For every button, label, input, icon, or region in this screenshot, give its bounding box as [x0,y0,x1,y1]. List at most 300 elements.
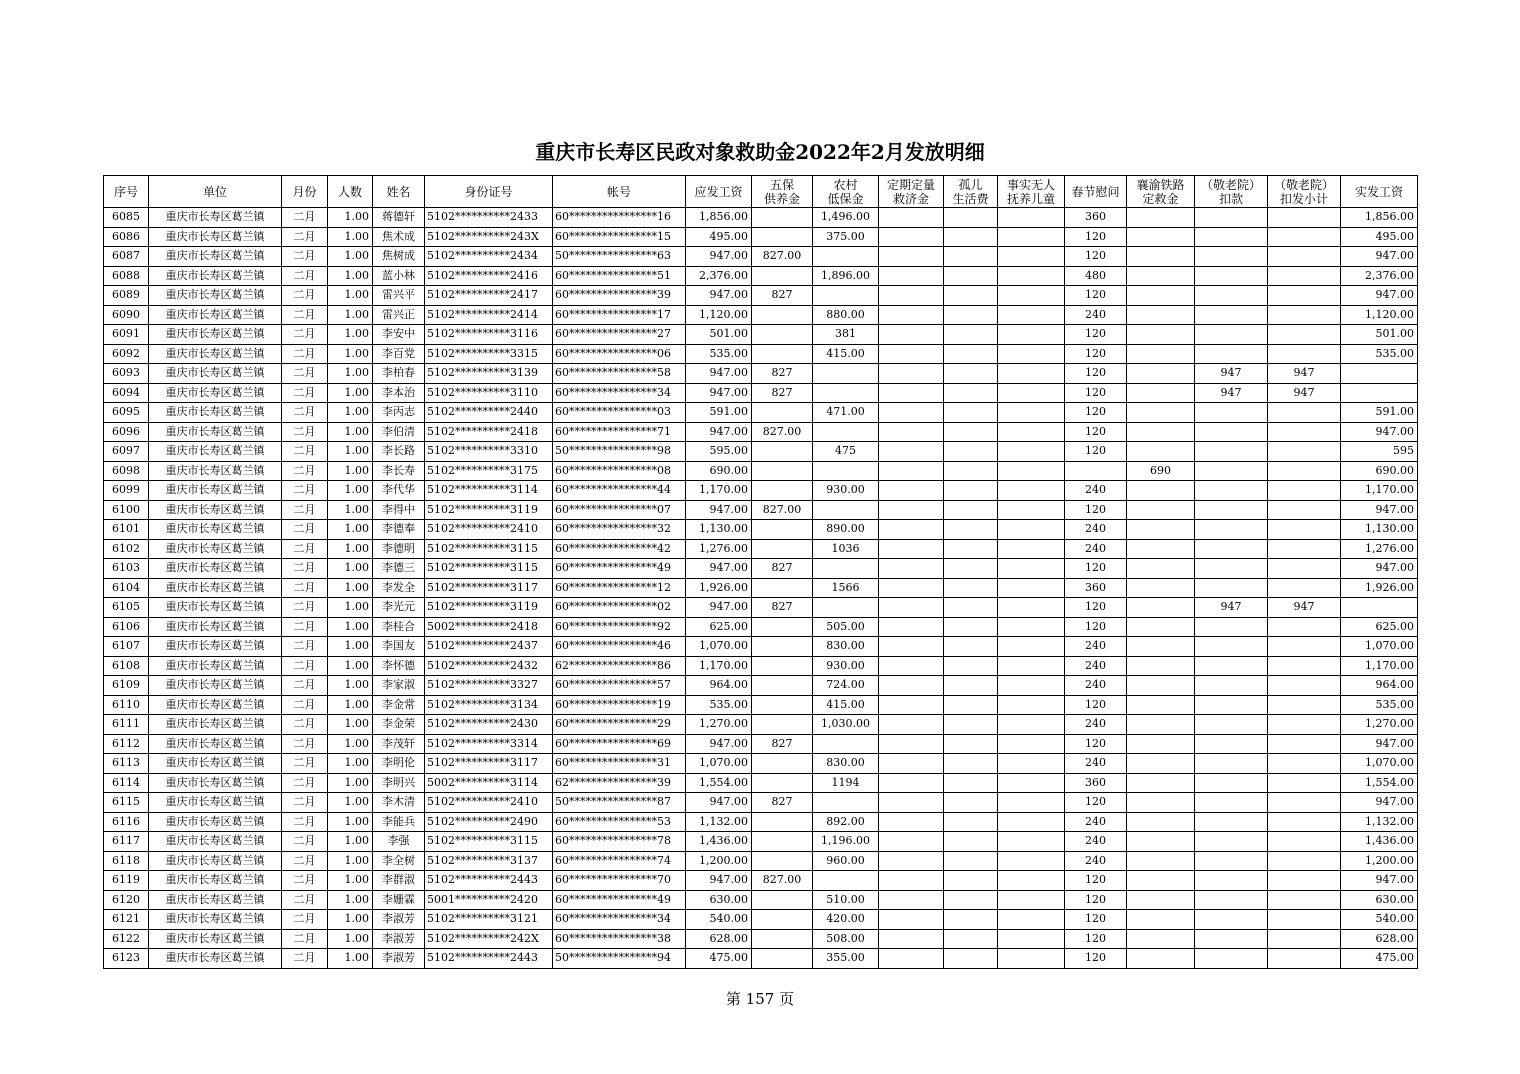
table-cell: 5102**********2443 [425,871,553,891]
table-cell: 60****************29 [553,715,686,735]
table-cell [1195,325,1268,345]
table-cell [1268,559,1341,579]
table-cell: 62****************86 [553,656,686,676]
table-cell: 240 [1065,754,1127,774]
table-cell [1268,890,1341,910]
table-cell: 947.00 [1341,247,1418,267]
table-cell: 1,856.00 [686,208,752,228]
table-cell [752,266,813,286]
table-cell [998,539,1065,559]
table-cell [1341,364,1418,384]
table-cell [1341,598,1418,618]
table-cell [1127,286,1195,306]
table-cell [879,637,944,657]
table-cell: 50****************98 [553,442,686,462]
table-cell [998,364,1065,384]
table-cell: 60****************17 [553,305,686,325]
table-cell [998,910,1065,930]
table-cell [813,793,879,813]
table-cell: 1.00 [328,871,373,891]
table-cell: 李百党 [373,344,425,364]
table-cell: 947.00 [686,364,752,384]
table-cell: 120 [1065,422,1127,442]
table-cell [1127,383,1195,403]
table-row [104,500,1418,520]
table-cell [1127,617,1195,637]
table-cell: 510.00 [813,890,879,910]
table-cell: 947.00 [686,734,752,754]
table-cell: 1.00 [328,695,373,715]
table-row [104,442,1418,462]
table-cell: 二月 [282,247,328,267]
table-cell: 1.00 [328,247,373,267]
table-cell: 二月 [282,286,328,306]
table-cell [944,949,998,969]
table-cell [1268,286,1341,306]
table-cell: 李明伦 [373,754,425,774]
table-cell [752,910,813,930]
table-cell: 120 [1065,403,1127,423]
table-cell [1127,500,1195,520]
table-cell: 6105 [104,598,149,618]
table-cell: 重庆市长寿区葛兰镇 [149,208,282,228]
table-cell: 5102**********2434 [425,247,553,267]
table-cell: 蓝小林 [373,266,425,286]
table-cell [1268,481,1341,501]
table-cell: 827 [752,383,813,403]
table-cell: 120 [1065,793,1127,813]
table-cell: 62****************39 [553,773,686,793]
table-cell: 李淑芳 [373,910,425,930]
table-cell [998,656,1065,676]
table-cell: 李淑芳 [373,949,425,969]
table-cell [944,832,998,852]
table-cell: 李丙志 [373,403,425,423]
table-cell: 6100 [104,500,149,520]
table-cell [879,929,944,949]
table-cell: 947.00 [1341,793,1418,813]
table-cell [944,637,998,657]
table-cell: 5102**********3117 [425,578,553,598]
table-cell [1127,325,1195,345]
table-row [104,461,1418,481]
table-cell [752,890,813,910]
table-cell [1127,773,1195,793]
table-cell: 5002**********2418 [425,617,553,637]
table-cell: 475.00 [686,949,752,969]
table-cell: 827 [752,286,813,306]
table-cell [1127,481,1195,501]
table-cell: 960.00 [813,851,879,871]
table-cell: 827.00 [752,422,813,442]
table-cell: 1,276.00 [1341,539,1418,559]
table-cell: 830.00 [813,754,879,774]
table-cell [752,461,813,481]
table-cell [944,422,998,442]
table-cell: 6116 [104,812,149,832]
table-cell: 60****************46 [553,637,686,657]
table-cell: 二月 [282,598,328,618]
table-cell: 5102**********2433 [425,208,553,228]
table-cell: 1,030.00 [813,715,879,735]
table-cell [944,656,998,676]
table-cell: 6095 [104,403,149,423]
table-cell: 1.00 [328,461,373,481]
table-cell: 1,196.00 [813,832,879,852]
table-cell [1195,286,1268,306]
table-cell: 947.00 [686,793,752,813]
table-cell: 李光元 [373,598,425,618]
table-cell [879,559,944,579]
table-cell: 重庆市长寿区葛兰镇 [149,578,282,598]
table-cell: 5102**********2440 [425,403,553,423]
table-cell: 二月 [282,676,328,696]
table-cell: 焦树成 [373,247,425,267]
table-cell: 60****************12 [553,578,686,598]
table-cell: 李怀德 [373,656,425,676]
table-cell: 1.00 [328,890,373,910]
table-row [104,344,1418,364]
table-cell: 5102**********3110 [425,383,553,403]
table-cell: 5102**********2417 [425,286,553,306]
table-cell: 5102**********3310 [425,442,553,462]
table-cell [879,715,944,735]
table-cell: 1.00 [328,422,373,442]
table-cell: 60****************15 [553,227,686,247]
table-cell: 二月 [282,695,328,715]
table-cell [752,208,813,228]
table-cell: 120 [1065,734,1127,754]
table-cell: 5102**********2490 [425,812,553,832]
table-cell: 1,170.00 [1341,656,1418,676]
table-cell [1195,266,1268,286]
table-cell: 60****************08 [553,461,686,481]
column-header: 五保 供养金 [752,176,813,208]
table-cell: 5102**********3314 [425,734,553,754]
table-cell: 591.00 [1341,403,1418,423]
table-cell: 1,120.00 [686,305,752,325]
table-cell: 60****************42 [553,539,686,559]
table-cell: 5102**********2437 [425,637,553,657]
table-cell [879,754,944,774]
table-cell: 二月 [282,617,328,637]
table-cell: 1.00 [328,851,373,871]
table-cell: 947.00 [686,500,752,520]
table-cell [879,442,944,462]
table-cell: 二月 [282,890,328,910]
table-cell: 重庆市长寿区葛兰镇 [149,598,282,618]
table-cell [1195,754,1268,774]
column-header: 应发工资 [686,176,752,208]
table-cell [1268,715,1341,735]
table-cell [944,676,998,696]
table-cell: 6099 [104,481,149,501]
table-cell [752,832,813,852]
table-cell [813,871,879,891]
table-row [104,734,1418,754]
table-cell: 1,130.00 [1341,520,1418,540]
table-cell: 495.00 [686,227,752,247]
table-cell: 501.00 [686,325,752,345]
table-cell [998,637,1065,657]
table-cell: 李群淑 [373,871,425,891]
table-row [104,422,1418,442]
table-cell [998,793,1065,813]
table-cell: 240 [1065,520,1127,540]
table-cell: 5102**********3119 [425,598,553,618]
table-cell: 5102**********3114 [425,481,553,501]
table-cell: 947.00 [1341,734,1418,754]
table-cell: 120 [1065,442,1127,462]
table-cell [1195,851,1268,871]
table-cell: 蒋德轩 [373,208,425,228]
table-cell: 重庆市长寿区葛兰镇 [149,325,282,345]
table-cell [1268,793,1341,813]
table-cell: 二月 [282,949,328,969]
table-cell: 6090 [104,305,149,325]
table-cell: 6096 [104,422,149,442]
table-cell: 947.00 [686,422,752,442]
table-cell [944,325,998,345]
table-cell [998,286,1065,306]
table-cell: 947.00 [1341,559,1418,579]
table-cell: 60****************39 [553,286,686,306]
table-cell: 二月 [282,851,328,871]
table-cell [1127,637,1195,657]
table-cell: 6091 [104,325,149,345]
table-cell [1268,656,1341,676]
table-row [104,383,1418,403]
table-cell [1127,208,1195,228]
table-cell: 6092 [104,344,149,364]
table-cell: 964.00 [1341,676,1418,696]
table-cell: 1.00 [328,403,373,423]
table-cell [1127,910,1195,930]
table-cell [1195,773,1268,793]
table-cell [1268,578,1341,598]
table-cell: 5102**********2410 [425,520,553,540]
table-cell: 6112 [104,734,149,754]
table-cell [813,383,879,403]
table-cell [1195,695,1268,715]
table-cell: 6118 [104,851,149,871]
table-row [104,247,1418,267]
table-cell: 827 [752,559,813,579]
table-cell [944,871,998,891]
table-cell: 60****************27 [553,325,686,345]
table-cell: 6111 [104,715,149,735]
column-header: 实发工资 [1341,176,1418,208]
table-cell: 5102**********242X [425,929,553,949]
table-cell [752,773,813,793]
table-cell: 495.00 [1341,227,1418,247]
table-cell [1195,949,1268,969]
column-header: 定期定量 救济金 [879,176,944,208]
table-cell [752,929,813,949]
table-row [104,910,1418,930]
table-cell: 重庆市长寿区葛兰镇 [149,715,282,735]
table-cell: 60****************02 [553,598,686,618]
table-cell: 6098 [104,461,149,481]
table-cell [1341,383,1418,403]
table-cell: 李明兴 [373,773,425,793]
table-cell: 5102**********2430 [425,715,553,735]
table-cell: 5102**********3116 [425,325,553,345]
table-cell [944,598,998,618]
table-cell: 5102**********243X [425,227,553,247]
table-cell: 360 [1065,773,1127,793]
relief-payment-table [103,175,1418,969]
column-header: 姓名 [373,176,425,208]
table-cell [1195,305,1268,325]
table-cell: 1.00 [328,949,373,969]
table-cell: 415.00 [813,695,879,715]
table-cell [752,851,813,871]
table-cell: 540.00 [686,910,752,930]
table-cell [998,422,1065,442]
table-cell: 重庆市长寿区葛兰镇 [149,500,282,520]
table-cell [1127,676,1195,696]
table-cell [752,949,813,969]
table-cell: 120 [1065,364,1127,384]
table-cell: 625.00 [1341,617,1418,637]
table-row [104,208,1418,228]
table-cell: 1.00 [328,832,373,852]
table-cell [813,559,879,579]
table-cell: 李伯清 [373,422,425,442]
table-cell: 2,376.00 [686,266,752,286]
table-cell: 二月 [282,734,328,754]
table-cell: 重庆市长寿区葛兰镇 [149,851,282,871]
table-cell: 二月 [282,227,328,247]
table-cell: 二月 [282,208,328,228]
table-cell [879,871,944,891]
column-header: 襄渝铁路 定救金 [1127,176,1195,208]
table-cell: 1,130.00 [686,520,752,540]
table-cell [998,481,1065,501]
table-cell [879,208,944,228]
table-cell: 947.00 [1341,286,1418,306]
table-cell [1127,403,1195,423]
table-cell: 1,200.00 [686,851,752,871]
table-cell [944,559,998,579]
column-header: 农村 低保金 [813,176,879,208]
table-cell [944,208,998,228]
table-cell [1127,929,1195,949]
table-cell: 二月 [282,442,328,462]
table-cell: 947.00 [686,559,752,579]
table-cell [998,929,1065,949]
table-cell: 1.00 [328,793,373,813]
table-cell [1268,637,1341,657]
table-cell [813,286,879,306]
table-cell: 1.00 [328,481,373,501]
table-cell [1268,461,1341,481]
table-cell: 240 [1065,812,1127,832]
table-cell [1268,910,1341,930]
table-cell [944,247,998,267]
table-cell [998,227,1065,247]
table-cell: 重庆市长寿区葛兰镇 [149,539,282,559]
table-cell: 1.00 [328,754,373,774]
table-cell: 李代华 [373,481,425,501]
table-cell: 李茂轩 [373,734,425,754]
table-cell: 6086 [104,227,149,247]
table-cell [879,832,944,852]
table-cell: 827.00 [752,247,813,267]
table-cell: 5002**********3114 [425,773,553,793]
table-cell: 6122 [104,929,149,949]
table-cell: 1.00 [328,325,373,345]
table-cell [998,247,1065,267]
table-cell [1127,793,1195,813]
table-cell [1268,442,1341,462]
table-cell: 1.00 [328,364,373,384]
table-cell [1195,617,1268,637]
table-cell [813,598,879,618]
table-cell: 595.00 [686,442,752,462]
table-cell: 947 [1195,598,1268,618]
table-cell: 5102**********3327 [425,676,553,696]
table-cell [998,208,1065,228]
table-cell: 628.00 [1341,929,1418,949]
table-row [104,851,1418,871]
table-cell [879,520,944,540]
table-cell [944,520,998,540]
table-cell: 重庆市长寿区葛兰镇 [149,403,282,423]
table-cell: 120 [1065,325,1127,345]
table-cell: 李强 [373,832,425,852]
table-cell: 827 [752,598,813,618]
table-cell: 二月 [282,305,328,325]
column-header: 事实无人 抚养儿童 [998,176,1065,208]
table-cell: 947.00 [1341,871,1418,891]
table-cell: 1.00 [328,637,373,657]
table-cell: 二月 [282,715,328,735]
table-cell: 947 [1195,383,1268,403]
table-cell: 60****************74 [553,851,686,871]
table-cell: 535.00 [686,695,752,715]
table-cell: 1.00 [328,656,373,676]
table-cell [1268,520,1341,540]
table-cell [752,695,813,715]
column-header: 人数 [328,176,373,208]
table-cell [1195,890,1268,910]
table-cell: 二月 [282,364,328,384]
table-cell: 二月 [282,929,328,949]
table-cell: 1,436.00 [686,832,752,852]
table-cell: 6108 [104,656,149,676]
table-cell: 360 [1065,208,1127,228]
table-cell: 1.00 [328,929,373,949]
table-cell [1268,266,1341,286]
table-cell: 5102**********2416 [425,266,553,286]
table-cell: 60****************38 [553,929,686,949]
table-cell: 240 [1065,637,1127,657]
table-cell: 60****************06 [553,344,686,364]
table-cell: 1.00 [328,617,373,637]
table-cell: 1,270.00 [1341,715,1418,735]
table-cell [998,851,1065,871]
table-cell: 475.00 [1341,949,1418,969]
table-cell: 6101 [104,520,149,540]
table-cell: 892.00 [813,812,879,832]
table-cell [1127,539,1195,559]
column-header: 孤儿 生活费 [944,176,998,208]
table-cell: 6088 [104,266,149,286]
table-cell: 1.00 [328,227,373,247]
table-cell [1195,676,1268,696]
